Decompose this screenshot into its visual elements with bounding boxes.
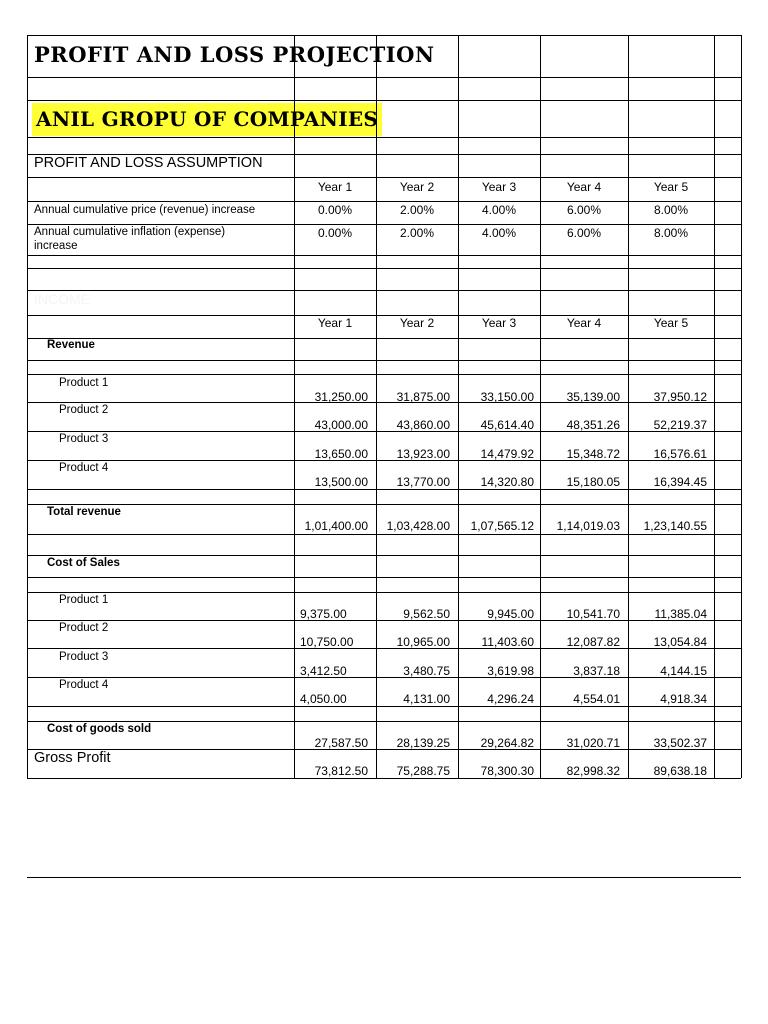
revenue-value: 14,320.80 bbox=[480, 475, 534, 489]
assumption-value: 6.00% bbox=[566, 226, 602, 240]
total-revenue-value: 1,07,565.12 bbox=[470, 519, 534, 533]
revenue-value: 13,923.00 bbox=[396, 447, 450, 461]
cost-value: 4,144.15 bbox=[660, 664, 707, 678]
assumption-value: 2.00% bbox=[399, 203, 435, 217]
grid-row-line bbox=[27, 268, 741, 269]
grid-row-line bbox=[27, 154, 741, 155]
grid-row-line bbox=[27, 360, 741, 361]
total-revenue-label: Total revenue bbox=[47, 506, 121, 518]
grid-row-line bbox=[27, 177, 741, 178]
grid-row-line bbox=[27, 431, 741, 432]
year-header: Year 1 bbox=[317, 180, 353, 194]
grid-row-line bbox=[27, 489, 741, 490]
revenue-value: 14,479.92 bbox=[480, 447, 534, 461]
grid-column-line bbox=[628, 35, 629, 778]
cost-value: 9,945.00 bbox=[487, 607, 534, 621]
year-header: Year 1 bbox=[317, 316, 353, 330]
product-label: Product 1 bbox=[59, 594, 109, 606]
cost-value: 12,087.82 bbox=[566, 635, 620, 649]
grid-row-line bbox=[27, 592, 741, 593]
revenue-value: 45,614.40 bbox=[480, 418, 534, 432]
grid-row-line bbox=[27, 706, 741, 707]
grid-row-line bbox=[27, 677, 741, 678]
grid-row-line bbox=[27, 137, 741, 138]
cost-value: 3,412.50 bbox=[300, 664, 347, 678]
grid-row-line bbox=[27, 77, 741, 78]
revenue-value: 37,950.12 bbox=[653, 390, 707, 404]
grid-column-line bbox=[27, 35, 28, 778]
gross-profit-value: 75,288.75 bbox=[396, 764, 450, 778]
cost-value: 10,965.00 bbox=[396, 635, 450, 649]
year-header: Year 2 bbox=[399, 316, 435, 330]
cogs-value: 31,020.71 bbox=[566, 736, 620, 750]
revenue-value: 13,500.00 bbox=[314, 475, 368, 489]
company-name: ANIL GROPU OF COMPANIES bbox=[32, 103, 382, 136]
grid-row-line bbox=[27, 201, 741, 202]
cost-value: 11,403.60 bbox=[481, 635, 534, 649]
product-label: Product 1 bbox=[59, 377, 109, 389]
product-label: Product 3 bbox=[59, 651, 109, 663]
assumption-value: 8.00% bbox=[653, 226, 689, 240]
revenue-value: 13,650.00 bbox=[314, 447, 368, 461]
year-header: Year 3 bbox=[481, 316, 517, 330]
assumption-value: 6.00% bbox=[566, 203, 602, 217]
gross-profit-label: Gross Profit bbox=[34, 750, 111, 766]
product-label: Product 4 bbox=[59, 679, 109, 691]
assumption-value: 4.00% bbox=[481, 226, 517, 240]
assumption-label-continued: increase bbox=[34, 240, 78, 252]
year-header: Year 4 bbox=[566, 316, 602, 330]
assumption-value: 8.00% bbox=[653, 203, 689, 217]
footer-rule bbox=[27, 877, 741, 878]
product-label: Product 2 bbox=[59, 622, 109, 634]
grid-column-line bbox=[376, 35, 377, 778]
revenue-value: 43,000.00 bbox=[314, 418, 368, 432]
cost-value: 11,385.04 bbox=[654, 607, 707, 621]
total-revenue-value: 1,23,140.55 bbox=[643, 519, 707, 533]
assumption-value: 4.00% bbox=[481, 203, 517, 217]
grid-row-line bbox=[27, 315, 741, 316]
grid-row-line bbox=[27, 290, 741, 291]
grid-row-line bbox=[27, 648, 741, 649]
grid-column-line bbox=[458, 35, 459, 778]
assumption-label: Annual cumulative price (revenue) increase bbox=[34, 204, 256, 216]
total-revenue-value: 1,14,019.03 bbox=[556, 519, 620, 533]
grid-column-line bbox=[540, 35, 541, 778]
assumption-label: Annual cumulative inflation (expense) bbox=[34, 226, 226, 238]
grid-row-line bbox=[27, 749, 741, 750]
cost-value: 13,054.84 bbox=[653, 635, 707, 649]
cost-value: 4,131.00 bbox=[403, 692, 450, 706]
grid-row-line bbox=[27, 504, 741, 505]
assumption-value: 0.00% bbox=[317, 226, 353, 240]
product-label: Product 2 bbox=[59, 404, 109, 416]
gross-profit-value: 73,812.50 bbox=[314, 764, 368, 778]
cogs-value: 28,139.25 bbox=[396, 736, 450, 750]
revenue-value: 48,351.26 bbox=[566, 418, 620, 432]
revenue-value: 35,139.00 bbox=[566, 390, 620, 404]
cost-value: 3,837.18 bbox=[573, 664, 620, 678]
cost-value: 9,562.50 bbox=[403, 607, 450, 621]
year-header: Year 3 bbox=[481, 180, 517, 194]
grid-row-line bbox=[27, 374, 741, 375]
assumption-value: 2.00% bbox=[399, 226, 435, 240]
assumption-value: 0.00% bbox=[317, 203, 353, 217]
cogs-label: Cost of goods sold bbox=[47, 723, 152, 735]
revenue-value: 15,180.05 bbox=[566, 475, 620, 489]
total-revenue-value: 1,01,400.00 bbox=[304, 519, 368, 533]
product-label: Product 4 bbox=[59, 462, 109, 474]
grid-column-line bbox=[714, 35, 715, 778]
cost-value: 3,480.75 bbox=[403, 664, 450, 678]
grid-row-line bbox=[27, 721, 741, 722]
grid-row-line bbox=[27, 255, 741, 256]
revenue-value: 16,576.61 bbox=[653, 447, 707, 461]
gross-profit-value: 82,998.32 bbox=[566, 764, 620, 778]
grid-row-line bbox=[27, 100, 741, 101]
grid-column-line bbox=[294, 35, 295, 778]
income-heading: INCOME bbox=[34, 291, 90, 307]
cost-value: 4,554.01 bbox=[573, 692, 620, 706]
grid-row-line bbox=[27, 402, 741, 403]
total-revenue-value: 1,03,428.00 bbox=[386, 519, 450, 533]
year-header: Year 5 bbox=[653, 316, 689, 330]
cogs-value: 27,587.50 bbox=[314, 736, 368, 750]
grid-row-line bbox=[27, 35, 741, 36]
page-title: PROFIT AND LOSS PROJECTION bbox=[34, 42, 435, 67]
revenue-value: 52,219.37 bbox=[653, 418, 707, 432]
gross-profit-value: 89,638.18 bbox=[653, 764, 707, 778]
grid-row-line bbox=[27, 534, 741, 535]
grid-column-line bbox=[741, 35, 742, 778]
product-label: Product 3 bbox=[59, 433, 109, 445]
grid-row-line bbox=[27, 224, 741, 225]
cost-value: 10,750.00 bbox=[300, 635, 354, 649]
cost-of-sales-heading: Cost of Sales bbox=[47, 557, 120, 569]
cogs-value: 33,502.37 bbox=[653, 736, 707, 750]
revenue-heading: Revenue bbox=[47, 339, 95, 351]
assumptions-heading: PROFIT AND LOSS ASSUMPTION bbox=[34, 155, 263, 171]
cost-value: 9,375.00 bbox=[300, 607, 347, 621]
grid-row-line bbox=[27, 778, 741, 779]
revenue-value: 31,250.00 bbox=[314, 390, 368, 404]
cost-value: 4,050.00 bbox=[300, 692, 347, 706]
revenue-value: 16,394.45 bbox=[653, 475, 707, 489]
grid-row-line bbox=[27, 577, 741, 578]
year-header: Year 5 bbox=[653, 180, 689, 194]
year-header: Year 2 bbox=[399, 180, 435, 194]
gross-profit-value: 78,300.30 bbox=[480, 764, 534, 778]
grid-row-line bbox=[27, 338, 741, 339]
cost-value: 4,918.34 bbox=[660, 692, 707, 706]
cost-value: 4,296.24 bbox=[487, 692, 534, 706]
revenue-value: 31,875.00 bbox=[396, 390, 450, 404]
grid-row-line bbox=[27, 555, 741, 556]
revenue-value: 13,770.00 bbox=[396, 475, 450, 489]
revenue-value: 15,348.72 bbox=[566, 447, 620, 461]
grid-row-line bbox=[27, 620, 741, 621]
grid-row-line bbox=[27, 460, 741, 461]
revenue-value: 33,150.00 bbox=[480, 390, 534, 404]
year-header: Year 4 bbox=[566, 180, 602, 194]
cost-value: 10,541.70 bbox=[566, 607, 620, 621]
cogs-value: 29,264.82 bbox=[480, 736, 534, 750]
cost-value: 3,619.98 bbox=[487, 664, 534, 678]
revenue-value: 43,860.00 bbox=[396, 418, 450, 432]
